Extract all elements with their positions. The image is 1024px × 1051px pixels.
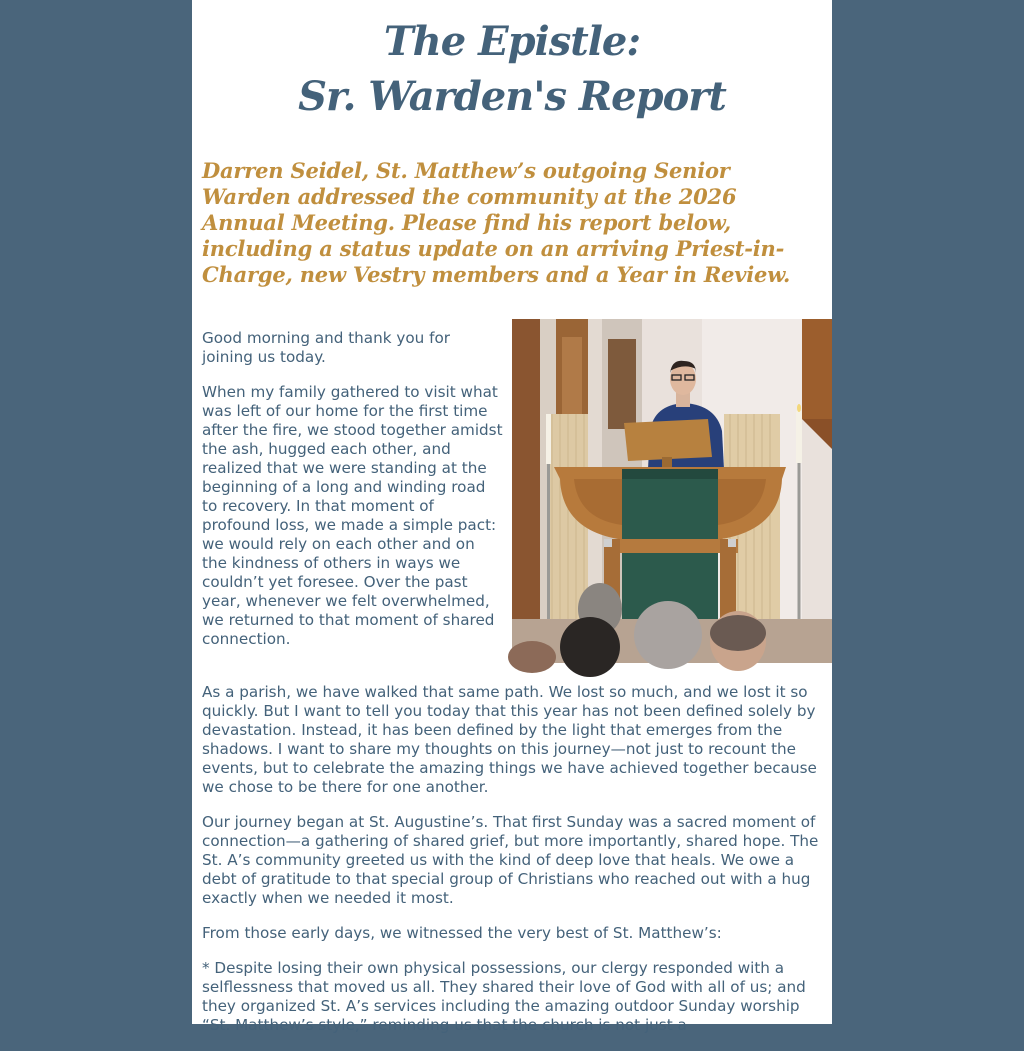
paragraph-greeting: Good morning and thank you for joining us today.	[202, 329, 450, 366]
full-width-text	[202, 683, 824, 1051]
speaker-at-lectern-photo	[512, 319, 832, 663]
title-line-2: Sr. Warden's Report	[298, 73, 726, 120]
paragraph-family-story: When my family gathered to visit what was left of our home for the first time after the fire, we stood together amidst the ash, hugged each other, and realized that we were standing at the beginning of a long and winding road to recovery. In that moment of profound loss, we made a simple pact: we would rely on each other and on the kindness of others in ways we couldn’t yet foresee. Over the past year, whenever we felt overwhelmed, we returned to that moment of shared connection.	[202, 383, 503, 648]
left-column	[202, 329, 504, 665]
paragraph-st-augustines: Our journey began at St. Augustine’s. That first Sunday was a sacred moment of connection—a gathering of shared grief, but more importantly, shared hope. The St. A’s community greeted us with the kind of deep love that heals. We owe a debt of gratitude to that special group of Christians who reached out with a hug exactly when we needed it most.	[202, 813, 819, 907]
newsletter-page	[192, 0, 832, 1034]
intro-summary: Darren Seidel, St. Matthew’s outgoing Senior Warden addressed the community at the 2026 Annual Meeting. Please find his report below, including a status update on an arriving Priest-in-Charge, new Vestry members and a Year in Review.	[202, 158, 791, 287]
title-line-1: The Epistle:	[383, 18, 641, 65]
page-title	[192, 0, 832, 124]
paragraph-parish-path: As a parish, we have walked that same path. We lost so much, and we lost it so quickly. But I want to tell you today that this year has not been defined solely by devastation. Instead, it has been defined by the light that emerges from the shadows. I want to share my thoughts on this journey—not just to recount the events, but to celebrate the amazing things we have achieved together because we chose to be there for one another.	[202, 683, 817, 796]
paragraph-best-of: From those early days, we witnessed the very best of St. Matthew’s:	[202, 924, 722, 942]
paragraph-clergy: * Despite losing their own physical possessions, our clergy responded with a selflessness that moved us all. They shared their love of God with all of us; and they organized St. A’s services including the amazing outdoor Sunday worship “St. Matthew’s style,” reminding us that the church is not just a	[202, 959, 806, 1034]
